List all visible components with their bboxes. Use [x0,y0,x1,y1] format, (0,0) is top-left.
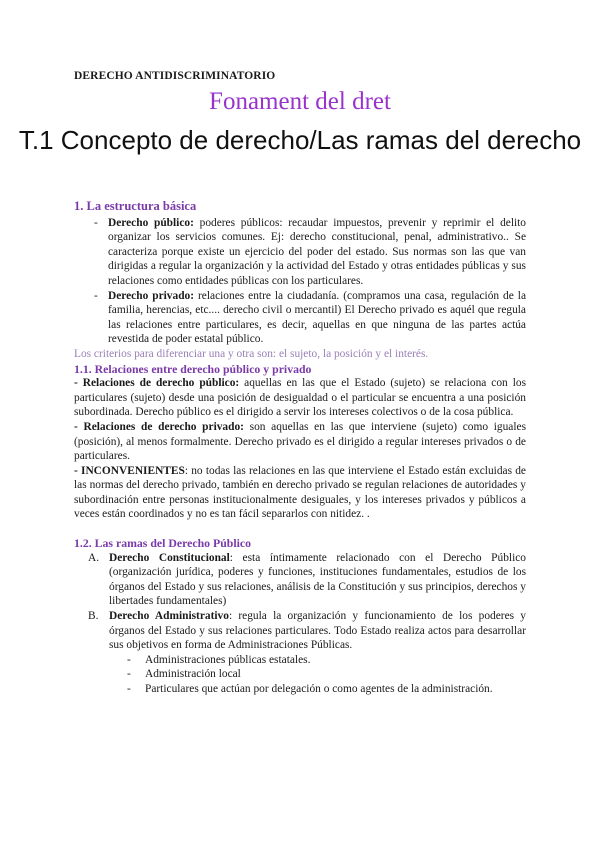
page-title: T.1 Concepto de derecho/Las ramas del derecho [18,125,582,155]
term-label: - Relaciones de derecho privado: [74,420,244,433]
paragraph [74,464,526,522]
paragraph-text: son aquellas en las que interviene (sujeto) como iguales (posición), al menos formalmente. Derecho privado es el dirigido a regular intereses privados o de particulares. [74,420,526,463]
paragraph-text: : no todas las relaciones en las que interviene el Estado están excluidas de las normas del derecho privado, también en derecho privado se regulan relaciones de autoridades y subordinación entre personas institucionalmente desiguales, y los intereses privados y públicos a veces están coordinados y no es tan fácil separarlos con nitidez. . [74,464,526,521]
paragraph [74,376,526,420]
subject-title: Fonament del dret [209,88,391,115]
document-body [74,199,526,697]
course-label: DERECHO ANTIDISCRIMINATORIO [74,70,276,82]
sublist-item: - Administraciones públicas estatales. [127,653,526,668]
paragraph [74,420,526,464]
list-item [88,609,526,697]
subsection-heading: 1.1. Relaciones entre derecho público y privado [74,361,312,376]
section-heading: 1. La estructura básica [74,199,197,213]
subsection-heading: 1.2. Las ramas del Derecho Público [74,536,252,551]
list-item [88,551,526,609]
sublist-item: - Particulares que actúan por delegación o como agentes de la administración. [127,682,526,697]
criteria-note: Los criterios para diferenciar una y otra son: el sujeto, la posición y el interés. [74,347,429,360]
list-marker: B. [88,610,99,623]
item-text: relaciones entre la ciudadanía. (compramos una casa, regulación de la familia, herencias, etc.... derecho civil o mercantil) El Derecho privado es aquél que regula las relaciones entre particulares, es decir, aquellas en que ninguna de las partes actúa revestida de poder estatal público. [108,289,527,346]
list-item [94,216,526,289]
term-label: Derecho Constitucional [109,551,230,564]
list-marker: A. [88,551,100,564]
list-item [94,289,526,347]
term-label: - Relaciones de derecho público: [74,377,240,390]
basic-structure-list [74,216,526,347]
item-text: : regula la organización y funcionamiento de los poderes y órganos del Estado y sus relaciones particulares. Todo Estado realiza actos para desarrollar sus objetivos en forma de Administraciones Públicas. [109,610,526,652]
paragraph-text: aquellas en las que el Estado (sujeto) se relaciona con los particulares (sujeto) desde una posición de desigualdad o el particular se encuentra a una posición subordinada. Derecho público es el dirigido a servir los intereses colectivos o de la cosa pública. [74,377,526,419]
administration-sublist [109,653,526,697]
public-law-branches-list [74,551,526,697]
term-label: Derecho Administrativo [109,610,229,623]
item-text: : esta íntimamente relacionado con el Derecho Público (organización jurídica, poderes y funciones, instituciones fundamentales, estudios de los órganos del Estado y sus relaciones, análisis de la Constitución y sus principios, derechos y libertades fundamentales) [109,551,526,608]
term-label: - INCONVENIENTES [74,464,185,477]
term-label: Derecho privado: [108,289,195,302]
term-label: Derecho público: [108,216,194,229]
sublist-item: - Administración local [127,667,526,682]
item-text: poderes públicos: recaudar impuestos, prevenir y reprimir el delito organizar los servicios comunes. Ej: derecho constitucional, penal, administrativo.. Se caracteriza porque existe un ejercicio del poder del estado. Sus normas son las que van dirigidas a regular la organización y la actividad del Estado y otras entidades públicas y sus relaciones como entidades públicas con los particulares. [108,216,527,287]
